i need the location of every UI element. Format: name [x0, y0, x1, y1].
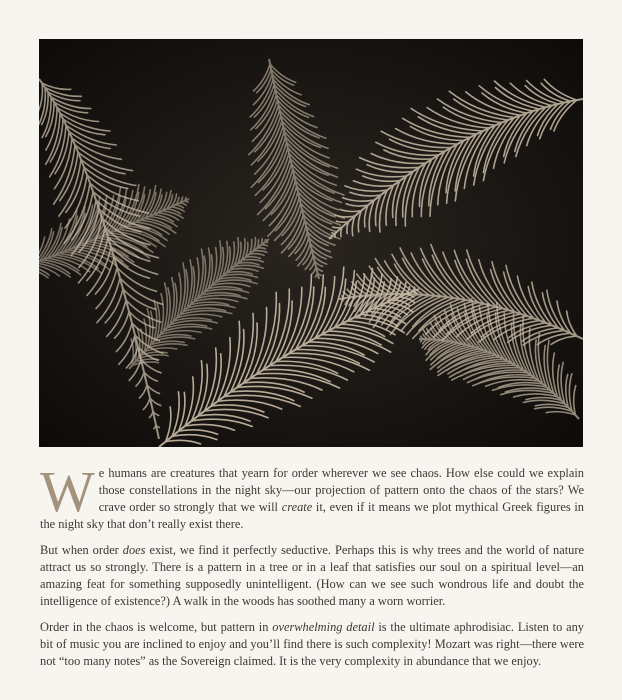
paragraph-1: [40, 459, 584, 533]
paragraph-1-text-b: it, even if it means we plot mythical Greek figures in the night sky that don’t really exist there.: [40, 500, 584, 531]
paragraph-2-text-b: exist, we find it perfectly seductive. Perhaps this is why trees and the world of nature attract us so strongly. There is a pattern in a tree or in a leaf that satisfies our soul on a spiritual level—an amazing feat for something supposedly unintelligent. (How can we see such wondrous life and doubt the intelligence of existence?) A walk in the woods has soothed many a worn worrier.: [40, 543, 584, 608]
paragraph-3-text-a: Order in the chaos is welcome, but pattern in: [40, 620, 273, 634]
palm-fronds-illustration: [39, 39, 583, 447]
paragraph-2: [40, 542, 584, 610]
paragraph-1-emphasis: create: [281, 500, 313, 514]
paragraph-3-text-b: is the ultimate aphrodisiac. Listen to any bit of music you are inclined to enjoy and you’ll find there is such complexity! Mozart was right—there were not “too many notes” as the Sovereign claimed. It is the very complexity in abundance that we enjoy.: [40, 620, 585, 668]
paragraph-2-text-a: But when order: [40, 543, 123, 557]
paragraph-3: [40, 619, 584, 670]
paragraph-2-emphasis: does: [122, 543, 146, 557]
paragraph-3-emphasis: overwhelming detail: [272, 620, 375, 634]
paragraph-1-text-a: e humans are creatures that yearn for order wherever we see chaos. How else could we explain those constellations in the night sky—our projection of pattern onto the chaos of the stars? We crave order so strongly that we will: [98, 466, 584, 514]
article-body: [40, 459, 585, 679]
drop-cap: W: [40, 459, 95, 524]
palm-fronds-photo: [39, 39, 583, 447]
